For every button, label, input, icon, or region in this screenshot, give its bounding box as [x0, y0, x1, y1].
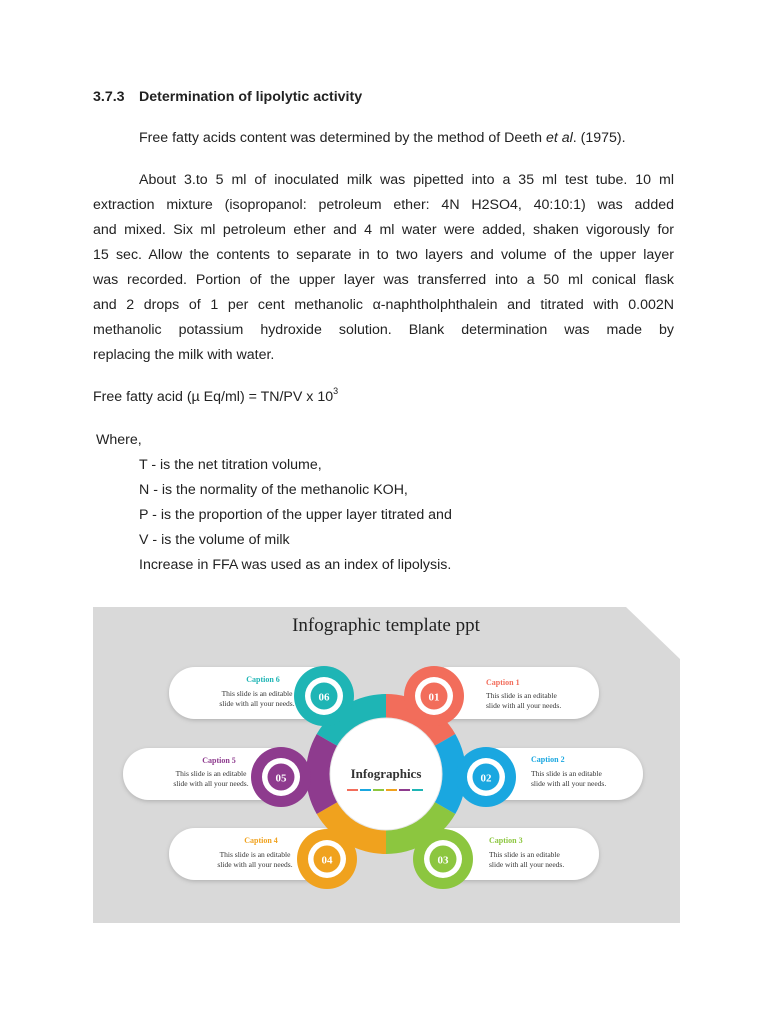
- procedure-line-1: About 3.to 5 ml of inoculated milk was pipetted into a 35 ml test tube. 10 ml: [139, 172, 674, 188]
- caption-line2-06: slide with all your needs.: [219, 699, 295, 708]
- ffa-index-note: Increase in FFA was used as an index of lipolysis.: [139, 557, 452, 573]
- caption-title-05: Caption 5: [202, 756, 236, 765]
- caption-title-06: Caption 6: [246, 675, 280, 684]
- caption-line2-01: slide with all your needs.: [486, 701, 562, 710]
- caption-title-04: Caption 4: [244, 836, 278, 845]
- procedure-line-5: was recorded. Portion of the upper layer was transferred into a 50 ml conical flask: [93, 272, 674, 288]
- center-label: Infographics: [350, 766, 422, 781]
- caption-line1-01: This slide is an editable: [486, 691, 557, 700]
- intro-end: . (1975).: [572, 130, 626, 146]
- definition-t: T - is the net titration volume,: [139, 457, 322, 473]
- formula-exponent: 3: [333, 386, 339, 397]
- infographic-canvas: [93, 607, 680, 923]
- center-dash-05: [399, 789, 410, 791]
- definition-n: N - is the normality of the methanolic KOH,: [139, 482, 408, 498]
- center-dash-04: [386, 789, 397, 791]
- caption-line1-04: This slide is an editable: [219, 850, 291, 859]
- procedure-line-7: methanolic potassium hydroxide solution. Blank determination was made by: [93, 322, 674, 338]
- node-number-03: 03: [437, 854, 449, 867]
- intro-paragraph: [139, 129, 626, 147]
- node-number-05: 05: [275, 772, 287, 785]
- procedure-line-4: 15 sec. Allow the contents to separate in to two layers and volume of the upper layer: [93, 247, 674, 263]
- center-dash-03: [373, 789, 384, 791]
- section-title: Determination of lipolytic activity: [139, 89, 363, 105]
- procedure-line-3: and mixed. Six ml petroleum ether and 4 ml water were added, shaken vigorously for: [93, 222, 674, 238]
- caption-line1-05: This slide is an editable: [175, 769, 247, 778]
- infographic-slide: [93, 607, 680, 923]
- caption-line1-06: This slide is an editable: [221, 689, 293, 698]
- procedure-line-2: extraction mixture (isopropanol: petroleum ether: 4N H2SO4, 40:10:1) was added: [93, 197, 674, 213]
- caption-line2-03: slide with all your needs.: [489, 860, 565, 869]
- intro-italic: et al: [545, 130, 573, 146]
- caption-line2-02: slide with all your needs.: [531, 779, 607, 788]
- intro-text: Free fatty acids content was determined by the method of Deeth: [139, 130, 546, 146]
- formula: [93, 388, 338, 406]
- caption-title-02: Caption 2: [531, 755, 565, 764]
- procedure-line-8: replacing the milk with water.: [93, 347, 275, 363]
- caption-title-03: Caption 3: [489, 836, 523, 845]
- node-number-01: 01: [428, 691, 440, 704]
- infographic-title: Infographic template ppt: [292, 615, 480, 636]
- center-dash-02: [360, 789, 371, 791]
- definition-v: V - is the volume of milk: [139, 532, 290, 548]
- center-dash-06: [412, 789, 423, 791]
- caption-line2-05: slide with all your needs.: [173, 779, 249, 788]
- caption-line1-02: This slide is an editable: [531, 769, 602, 778]
- definition-p: P - is the proportion of the upper layer titrated and: [139, 507, 452, 523]
- caption-line1-03: This slide is an editable: [489, 850, 560, 859]
- node-number-06: 06: [318, 691, 330, 704]
- section-number: 3.7.3: [93, 89, 125, 105]
- node-number-04: 04: [321, 854, 333, 867]
- caption-line2-04: slide with all your needs.: [217, 860, 293, 869]
- center-dash-01: [347, 789, 358, 791]
- formula-text: Free fatty acid (µ Eq/ml) = TN/PV x 10: [93, 389, 334, 405]
- where-label: Where,: [96, 432, 142, 448]
- procedure-line-6: and 2 drops of 1 per cent methanolic α-naphtholphthalein and titrated with 0.002N: [93, 297, 674, 313]
- section-heading: [93, 88, 362, 106]
- caption-title-01: Caption 1: [486, 678, 520, 687]
- node-number-02: 02: [480, 772, 492, 785]
